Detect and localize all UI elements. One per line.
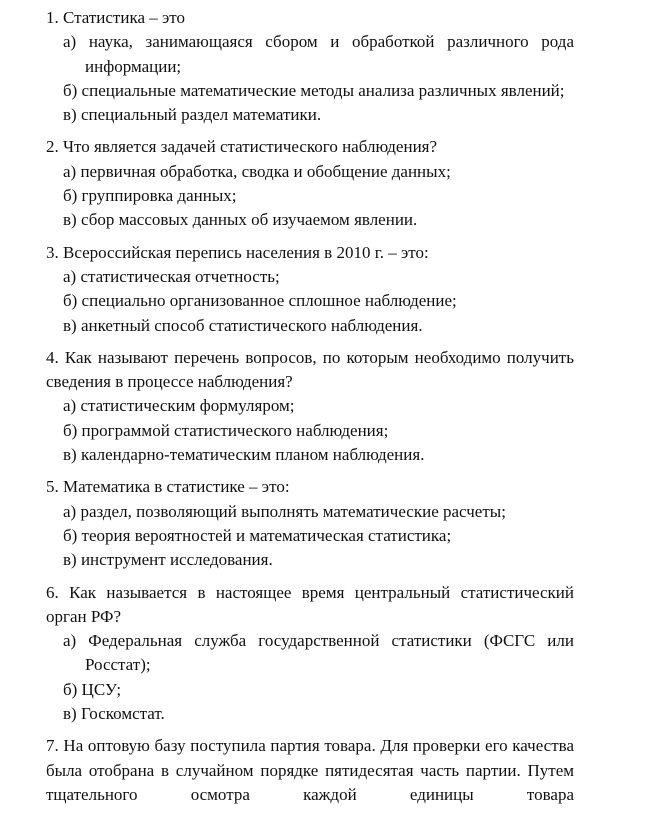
answer-option: б) специально организованное сплошное наблюдение; [63, 291, 457, 311]
answer-option: а) наука, занимающаяся сбором и обработкой различного рода информации; [63, 32, 574, 76]
answer-option: б) программой статистического наблюдения; [63, 420, 389, 440]
answer-option: в) сбор массовых данных об изучаемом явлении. [63, 210, 418, 230]
answer-option: а) раздел, позволяющий выполнять математические расчеты; [63, 501, 506, 521]
answer-option: а) статистическим формуляром; [63, 396, 295, 416]
test-questions-page [46, 6, 574, 815]
answer-option: в) специальный раздел математики. [63, 105, 322, 125]
answer-option: б) теория вероятностей и математическая статистика; [63, 525, 452, 545]
question-2 [46, 135, 574, 232]
answer-option: в) анкетный способ статистического наблюдения. [63, 315, 423, 335]
question-stem: 7. На оптовую базу поступила партия товара. Для проверки его качества была отобрана в случайном порядке пятидесятая часть партии. Путем тщательного осмотра каждой единицы товара [46, 736, 574, 804]
question-stem: 3. Всероссийская перепись населения в 2010 г. – это: [46, 242, 429, 262]
answer-option: а) статистическая отчетность; [63, 266, 280, 286]
answer-option: в) календарно-тематическим планом наблюдения. [63, 445, 425, 465]
question-3 [46, 241, 574, 338]
question-stem: 1. Статистика – это [46, 8, 186, 27]
question-4 [46, 346, 574, 467]
answer-option: в) инструмент исследования. [63, 550, 273, 570]
answer-option: а) Федеральная служба государственной статистики (ФСГС или Росстат); [63, 631, 574, 675]
answer-option: а) первичная обработка, сводка и обобщение данных; [63, 161, 451, 181]
answer-option: б) ЦСУ; [63, 679, 122, 699]
question-stem: 6. Как называется в настоящее время центральный статистический орган РФ? [46, 582, 574, 626]
answer-option: в) Госкомстат. [63, 704, 165, 724]
question-stem: 4. Как называют перечень вопросов, по которым необходимо получить сведения в процессе наблюдения? [46, 347, 574, 392]
question-7 [46, 734, 574, 807]
question-5 [46, 475, 574, 572]
question-stem: 2. Что является задачей статистического наблюдения? [46, 137, 438, 157]
question-6 [46, 581, 574, 727]
answer-option: б) специальные математические методы анализа различных явлений; [63, 80, 565, 100]
answer-option: б) группировка данных; [63, 186, 237, 206]
question-stem: 5. Математика в статистике – это: [46, 477, 290, 497]
question-1 [46, 6, 574, 127]
